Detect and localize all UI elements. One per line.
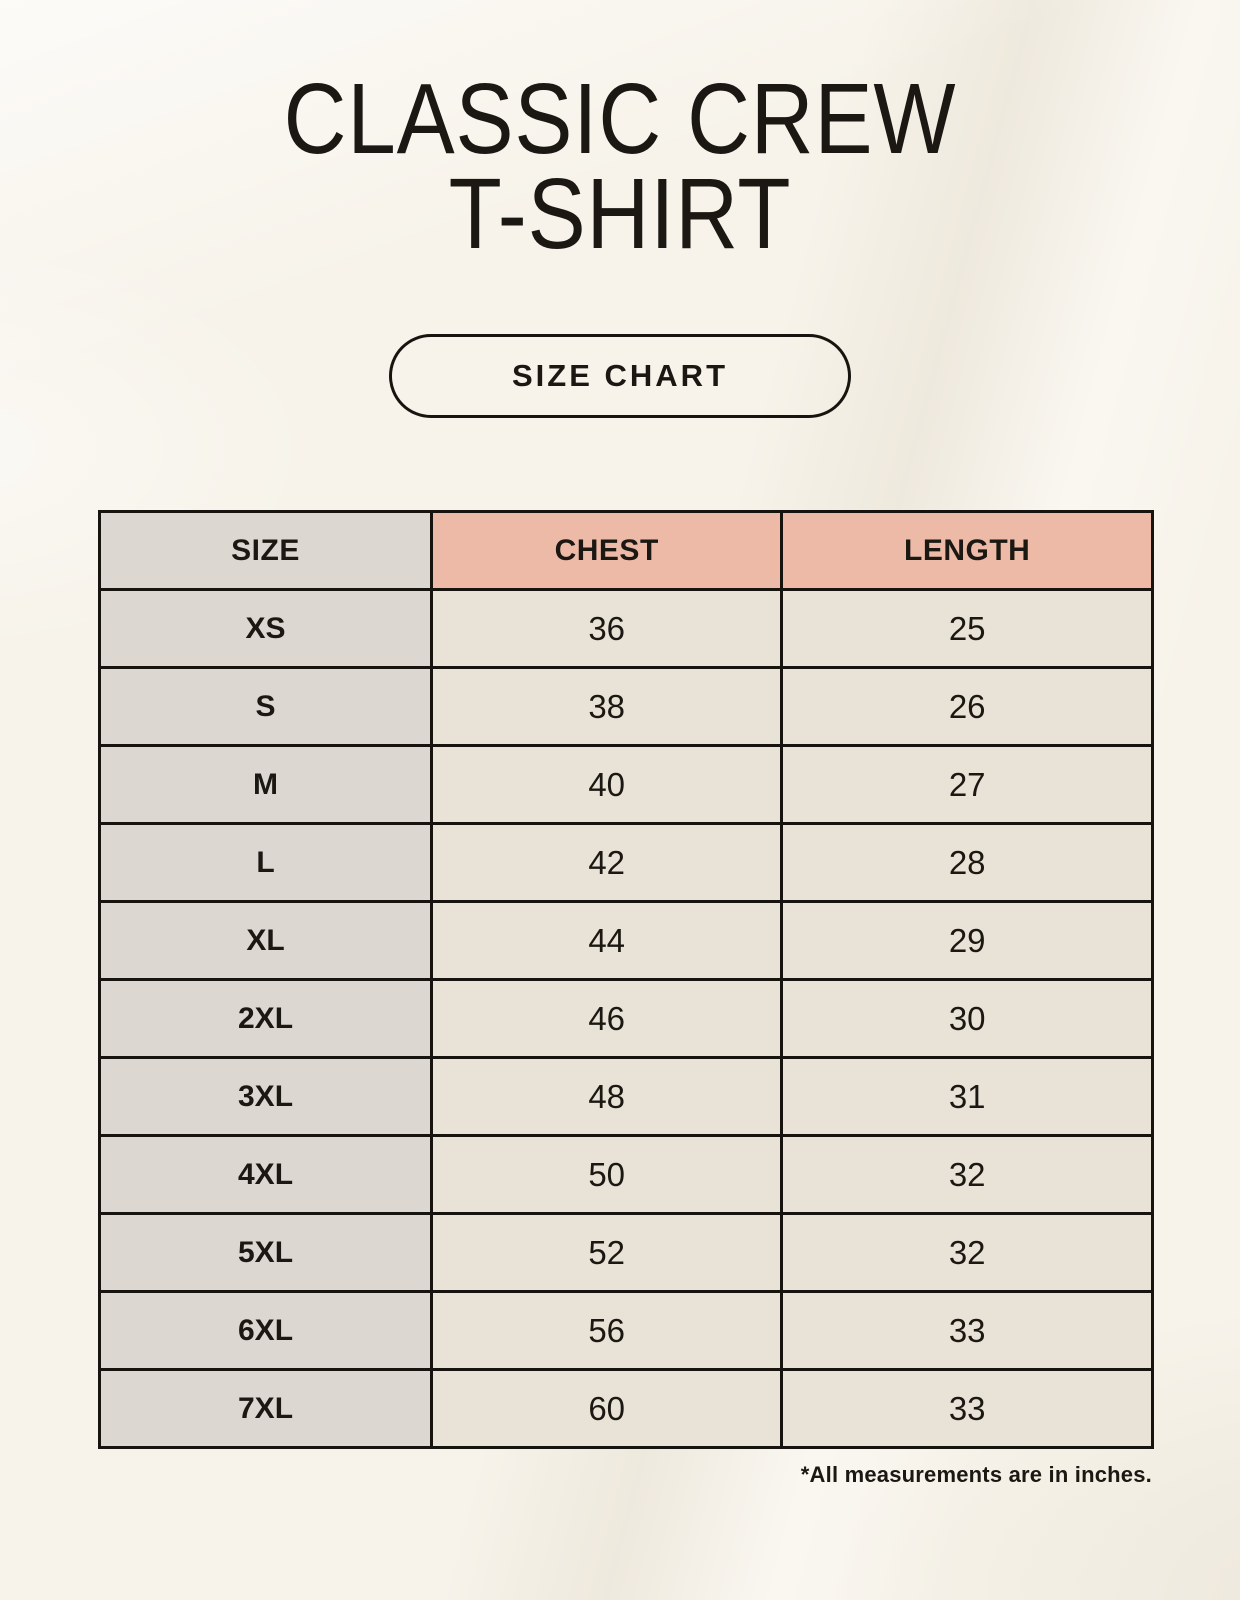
table-row — [100, 824, 1153, 902]
column-header-length: LENGTH — [782, 512, 1153, 590]
column-header-size: SIZE — [100, 512, 432, 590]
size-table — [98, 510, 1154, 1449]
chest-cell: 44 — [432, 902, 782, 980]
size-table-container — [98, 510, 1154, 1488]
size-cell: S — [100, 668, 432, 746]
page-title — [81, 0, 1160, 270]
size-chart-badge[interactable] — [389, 334, 851, 418]
length-cell: 25 — [782, 590, 1153, 668]
table-row — [100, 1136, 1153, 1214]
chest-cell: 50 — [432, 1136, 782, 1214]
size-cell: 3XL — [100, 1058, 432, 1136]
chest-cell: 46 — [432, 980, 782, 1058]
length-cell: 26 — [782, 668, 1153, 746]
chest-cell: 56 — [432, 1292, 782, 1370]
table-row — [100, 668, 1153, 746]
chest-cell: 36 — [432, 590, 782, 668]
size-cell: 2XL — [100, 980, 432, 1058]
length-cell: 31 — [782, 1058, 1153, 1136]
size-cell: XL — [100, 902, 432, 980]
page-title-line1: CLASSIC CREW — [283, 63, 957, 175]
chest-cell: 42 — [432, 824, 782, 902]
length-cell: 27 — [782, 746, 1153, 824]
table-row — [100, 980, 1153, 1058]
size-cell: 4XL — [100, 1136, 432, 1214]
chest-cell: 60 — [432, 1370, 782, 1448]
page-title-line2: T-SHIRT — [448, 158, 792, 270]
length-cell: 30 — [782, 980, 1153, 1058]
table-row — [100, 746, 1153, 824]
chest-cell: 52 — [432, 1214, 782, 1292]
table-header-row — [100, 512, 1153, 590]
size-cell: M — [100, 746, 432, 824]
table-row — [100, 1370, 1153, 1448]
length-cell: 29 — [782, 902, 1153, 980]
length-cell: 32 — [782, 1214, 1153, 1292]
length-cell: 28 — [782, 824, 1153, 902]
size-cell: L — [100, 824, 432, 902]
column-header-chest: CHEST — [432, 512, 782, 590]
measurements-footnote: *All measurements are in inches. — [800, 1462, 1152, 1487]
table-row — [100, 902, 1153, 980]
table-body — [100, 590, 1153, 1448]
table-row — [100, 1292, 1153, 1370]
length-cell: 33 — [782, 1292, 1153, 1370]
size-chart-badge-label: SIZE CHART — [512, 358, 728, 393]
size-cell: XS — [100, 590, 432, 668]
chest-cell: 48 — [432, 1058, 782, 1136]
table-row — [100, 1058, 1153, 1136]
length-cell: 33 — [782, 1370, 1153, 1448]
chest-cell: 40 — [432, 746, 782, 824]
table-row — [100, 1214, 1153, 1292]
size-cell: 7XL — [100, 1370, 432, 1448]
table-row — [100, 590, 1153, 668]
size-cell: 5XL — [100, 1214, 432, 1292]
chest-cell: 38 — [432, 668, 782, 746]
size-cell: 6XL — [100, 1292, 432, 1370]
length-cell: 32 — [782, 1136, 1153, 1214]
